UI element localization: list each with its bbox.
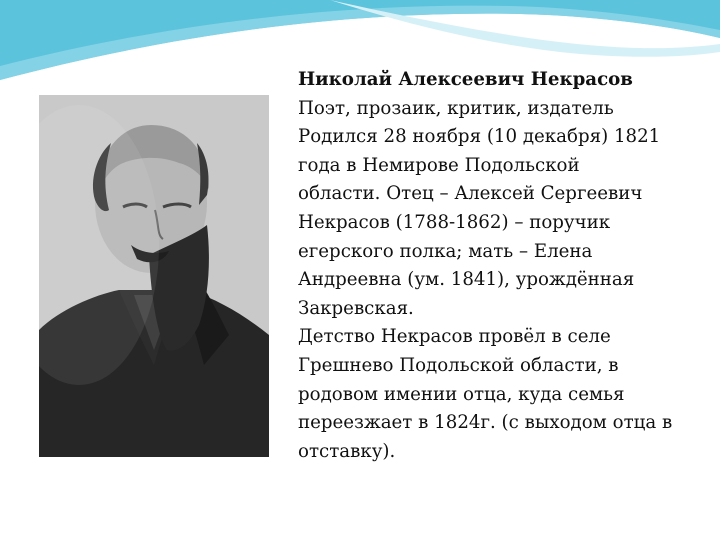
text-line-1: Поэт, прозаик, критик, издатель — [298, 97, 614, 119]
portrait-photo — [39, 95, 269, 457]
text-line-11: родовом имении отца, куда семья — [298, 383, 625, 405]
biography-text — [298, 66, 716, 466]
text-line-4: области. Отец – Алексей Сергеевич — [298, 183, 643, 205]
text-line-6: егерского полка; мать – Елена — [298, 240, 593, 262]
text-line-10: Грешнево Подольской области, в — [298, 354, 619, 376]
text-line-13: отставку). — [298, 440, 396, 462]
text-line-12: переезжает в 1824г. (с выходом отца в — [298, 412, 673, 434]
person-name-heading: Николай Алексеевич Некрасов — [298, 69, 633, 90]
text-line-2: Родился 28 ноября (10 декабря) 1821 — [298, 126, 661, 148]
text-line-7: Андреевна (ум. 1841), урождённая — [298, 269, 635, 291]
text-line-3: года в Немирове Подольской — [298, 154, 580, 176]
text-line-9: Детство Некрасов провёл в селе — [298, 326, 611, 348]
text-line-8: Закревская. — [298, 297, 414, 319]
portrait-image — [39, 95, 269, 457]
text-line-5: Некрасов (1788-1862) – поручик — [298, 211, 611, 233]
